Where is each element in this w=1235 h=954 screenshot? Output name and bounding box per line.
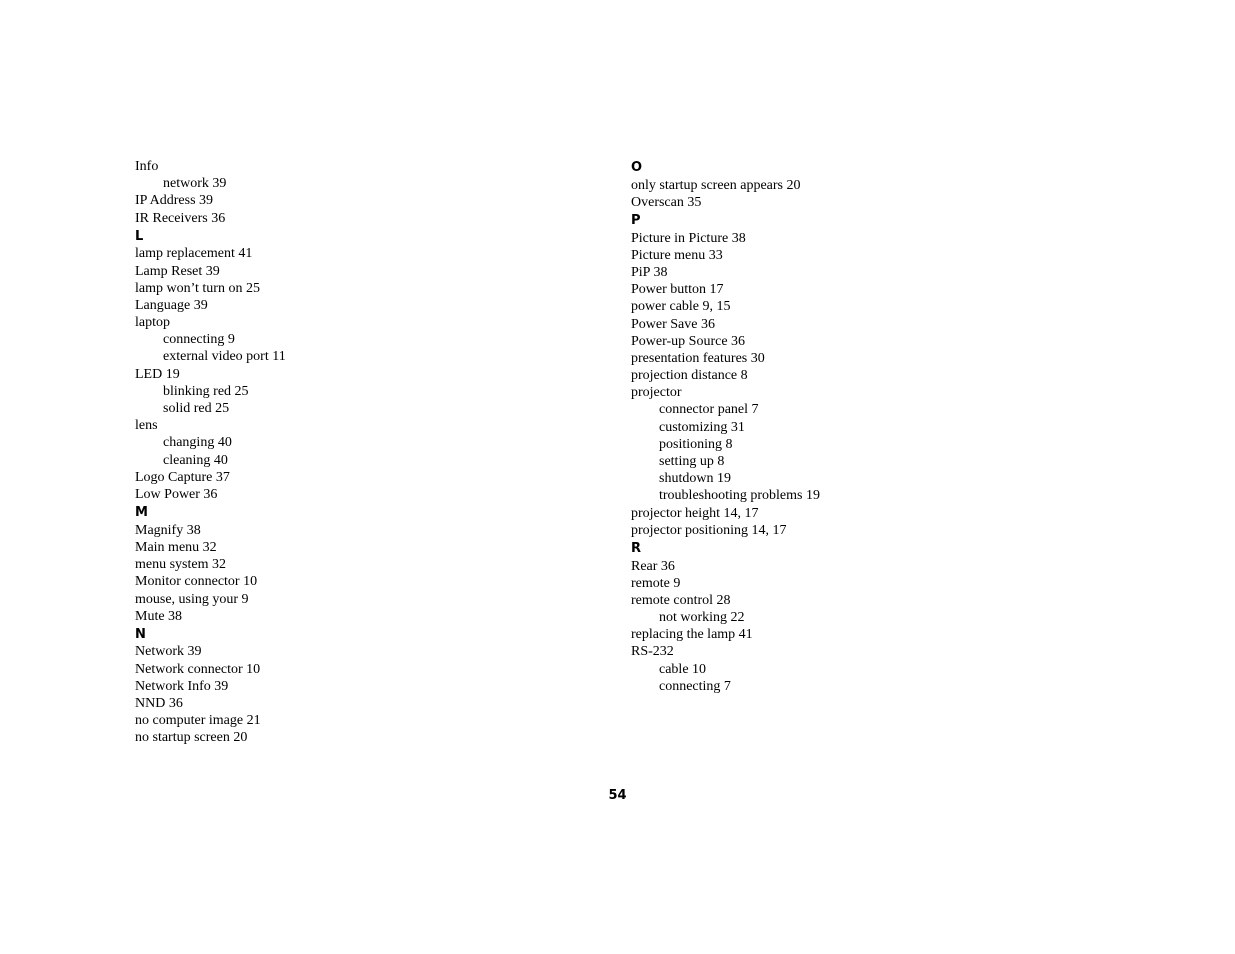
index-entry: IR Receivers 36	[135, 210, 226, 226]
index-entry: RS-232	[631, 644, 674, 660]
index-subentry: blinking red 25	[163, 383, 249, 399]
index-subentry: customizing 31	[659, 419, 745, 435]
index-right-column	[631, 158, 820, 695]
index-entry: Logo Capture 37	[135, 469, 230, 485]
index-entry: no computer image 21	[135, 713, 261, 729]
index-letter-heading-n: N	[135, 626, 146, 642]
index-entry: lens	[135, 418, 158, 434]
index-entry: Network Info 39	[135, 678, 229, 694]
index-subentry: cleaning 40	[163, 452, 228, 468]
index-entry: Picture menu 33	[631, 247, 723, 263]
index-subentry: connecting 9	[163, 332, 235, 348]
index-entry: Mute 38	[135, 608, 183, 624]
index-entry: Monitor connector 10	[135, 574, 258, 590]
index-entry: remote 9	[631, 575, 681, 591]
index-letter-heading-p: P	[631, 212, 641, 228]
index-entry: Language 39	[135, 297, 208, 313]
index-entry: presentation features 30	[631, 350, 765, 366]
index-subentry: not working 22	[659, 610, 745, 626]
index-left-column	[135, 158, 286, 747]
index-entry: only startup screen appears 20	[631, 177, 801, 193]
index-entry: Network 39	[135, 644, 202, 660]
index-subentry: external video port 11	[163, 349, 286, 365]
index-entry: IP Address 39	[135, 193, 214, 209]
index-entry: power cable 9, 15	[631, 299, 731, 315]
index-entry: Low Power 36	[135, 486, 218, 502]
index-letter-heading-o: O	[631, 160, 643, 175]
index-entry: no startup screen 20	[135, 730, 248, 746]
index-subentry: positioning 8	[659, 436, 733, 452]
index-entry: Info	[135, 159, 159, 174]
index-entry: projector positioning 14, 17	[631, 522, 787, 538]
index-entry: LED 19	[135, 366, 180, 382]
index-subentry: cable 10	[659, 661, 707, 677]
index-entry: Picture in Picture 38	[631, 230, 746, 246]
index-entry: menu system 32	[135, 557, 226, 573]
index-entry: mouse, using your 9	[135, 591, 249, 607]
index-entry: Power button 17	[631, 282, 724, 298]
index-entry: replacing the lamp 41	[631, 627, 753, 643]
index-entry: Magnify 38	[135, 522, 201, 538]
index-entry: laptop	[135, 315, 170, 331]
index-entry: PiP 38	[631, 264, 668, 280]
index-entry: projector height 14, 17	[631, 505, 759, 521]
index-entry: Power-up Source 36	[631, 333, 746, 349]
index-subentry: changing 40	[163, 435, 232, 451]
index-subentry: network 39	[163, 176, 227, 192]
index-entry: projection distance 8	[631, 368, 748, 384]
index-letter-heading-m: M	[135, 505, 148, 521]
index-entry: Network connector 10	[135, 661, 261, 677]
index-entry: lamp won’t turn on 25	[135, 280, 260, 296]
index-entry: Overscan 35	[631, 194, 702, 210]
index-subentry: solid red 25	[163, 401, 230, 417]
index-subentry: setting up 8	[659, 454, 725, 469]
index-letter-heading-l: L	[135, 228, 144, 244]
index-entry: Main menu 32	[135, 539, 217, 555]
page-number: 54	[608, 788, 627, 803]
index-entry: Lamp Reset 39	[135, 263, 220, 279]
index-subentry: shutdown 19	[659, 471, 731, 487]
index-subentry: troubleshooting problems 19	[659, 488, 820, 504]
index-entry: projector	[631, 385, 682, 401]
index-subentry: connector panel 7	[659, 402, 759, 418]
index-entry: lamp replacement 41	[135, 246, 253, 262]
index-entry: remote control 28	[631, 592, 731, 608]
index-subentry: connecting 7	[659, 678, 731, 694]
index-letter-heading-r: R	[631, 540, 642, 556]
index-entry: NND 36	[135, 696, 183, 712]
index-entry: Power Save 36	[631, 316, 715, 332]
index-entry: Rear 36	[631, 558, 675, 574]
